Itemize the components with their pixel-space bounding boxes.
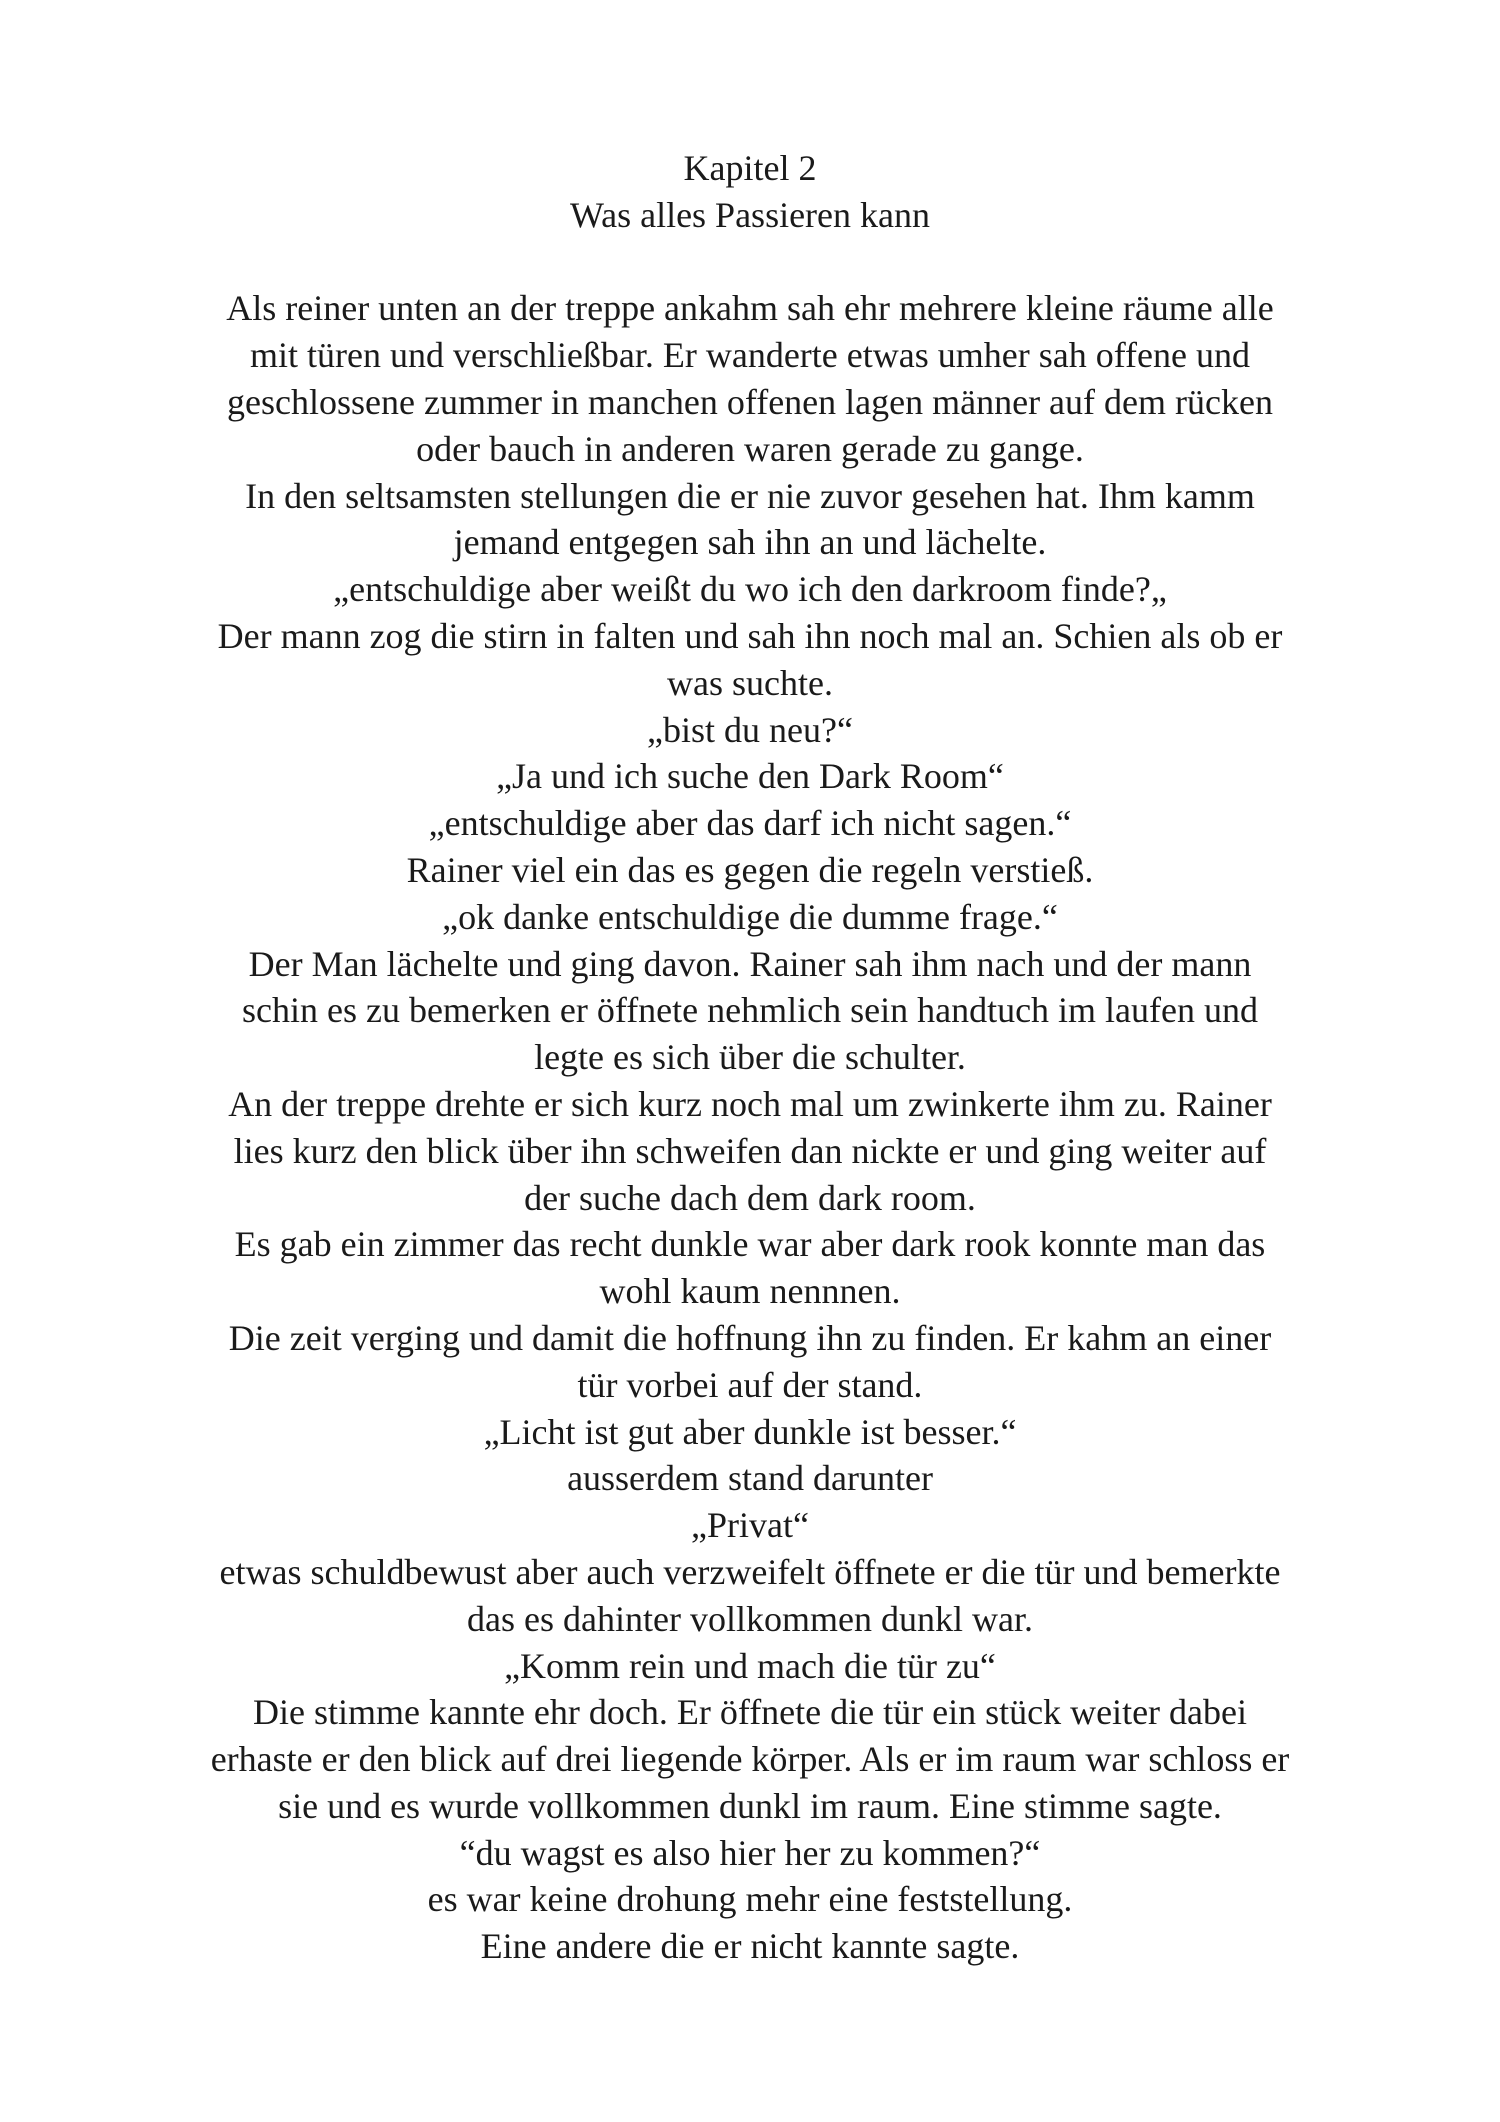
text-line: „ok danke entschuldige die dumme frage.“ <box>442 896 1058 937</box>
blank-line <box>120 239 1380 286</box>
text-line: An der treppe drehte er sich kurz noch mal um zwinkerte ihm zu. Rainer <box>228 1083 1272 1124</box>
text-line: ausserdem stand darunter <box>567 1458 933 1499</box>
text-line: Die stimme kannte ehr doch. Er öffnete die tür ein stück weiter dabei <box>253 1692 1247 1733</box>
text-line: lies kurz den blick über ihn schweifen dan nickte er und ging weiter auf <box>233 1130 1267 1171</box>
text-line: geschlossene zummer in manchen offenen lagen männer auf dem rücken <box>227 381 1273 422</box>
text-line: Es gab ein zimmer das recht dunkle war aber dark rook konnte man das <box>234 1224 1266 1265</box>
text-line: Die zeit verging und damit die hoffnung ihn zu finden. Er kahm an einer <box>228 1317 1272 1358</box>
text-line: jemand entgegen sah ihn an und lächelte. <box>453 522 1047 563</box>
text-line: Eine andere die er nicht kannte sagte. <box>480 1926 1020 1967</box>
text-line: tür vorbei auf der stand. <box>577 1364 923 1405</box>
text-line: was suchte. <box>667 662 833 703</box>
text-line: sie und es wurde vollkommen dunkl im raum. Eine stimme sagte. <box>278 1785 1222 1826</box>
text-line: „entschuldige aber das darf ich nicht sagen.“ <box>428 803 1072 844</box>
chapter-heading: Kapitel 2 <box>683 148 817 188</box>
text-line: Der mann zog die stirn in falten und sah ihn noch mal an. Schien als ob er <box>217 615 1283 656</box>
text-line: erhaste er den blick auf drei liegende körper. Als er im raum war schloss er <box>210 1739 1290 1780</box>
text-line: In den seltsamsten stellungen die er nie zuvor gesehen hat. Ihm kamm <box>245 475 1255 516</box>
text-line: “du wagst es also hier her zu kommen?“ <box>459 1832 1041 1873</box>
text-line: Der Man lächelte und ging davon. Rainer sah ihm nach und der mann <box>248 943 1252 984</box>
document-text <box>120 145 1380 1970</box>
text-line: oder bauch in anderen waren gerade zu gange. <box>416 428 1084 469</box>
text-line: das es dahinter vollkommen dunkl war. <box>467 1598 1033 1639</box>
text-line: „Ja und ich suche den Dark Room“ <box>496 756 1004 797</box>
text-line: es war keine drohung mehr eine feststellung. <box>427 1879 1073 1920</box>
chapter-title: Was alles Passieren kann <box>570 194 930 235</box>
text-line: etwas schuldbewust aber auch verzweifelt öffnete er die tür und bemerkte <box>219 1551 1281 1592</box>
text-line: Als reiner unten an der treppe ankahm sah ehr mehrere kleine räume alle <box>226 288 1274 329</box>
text-line: legte es sich über die schulter. <box>534 1037 966 1078</box>
text-line: „Privat“ <box>691 1505 809 1546</box>
text-line: „bist du neu?“ <box>647 709 853 750</box>
text-line: wohl kaum nennnen. <box>599 1271 901 1312</box>
text-line: der suche dach dem dark room. <box>524 1177 976 1218</box>
text-line: „Komm rein und mach die tür zu“ <box>504 1645 996 1686</box>
text-line: „Licht ist gut aber dunkle ist besser.“ <box>483 1411 1017 1452</box>
text-line: „entschuldige aber weißt du wo ich den darkroom finde?„ <box>333 569 1167 610</box>
text-line: schin es zu bemerken er öffnete nehmlich sein handtuch im laufen und <box>242 990 1258 1031</box>
text-line: Rainer viel ein das es gegen die regeln verstieß. <box>406 849 1094 890</box>
text-line: mit türen und verschließbar. Er wanderte etwas umher sah offene und <box>249 335 1250 376</box>
